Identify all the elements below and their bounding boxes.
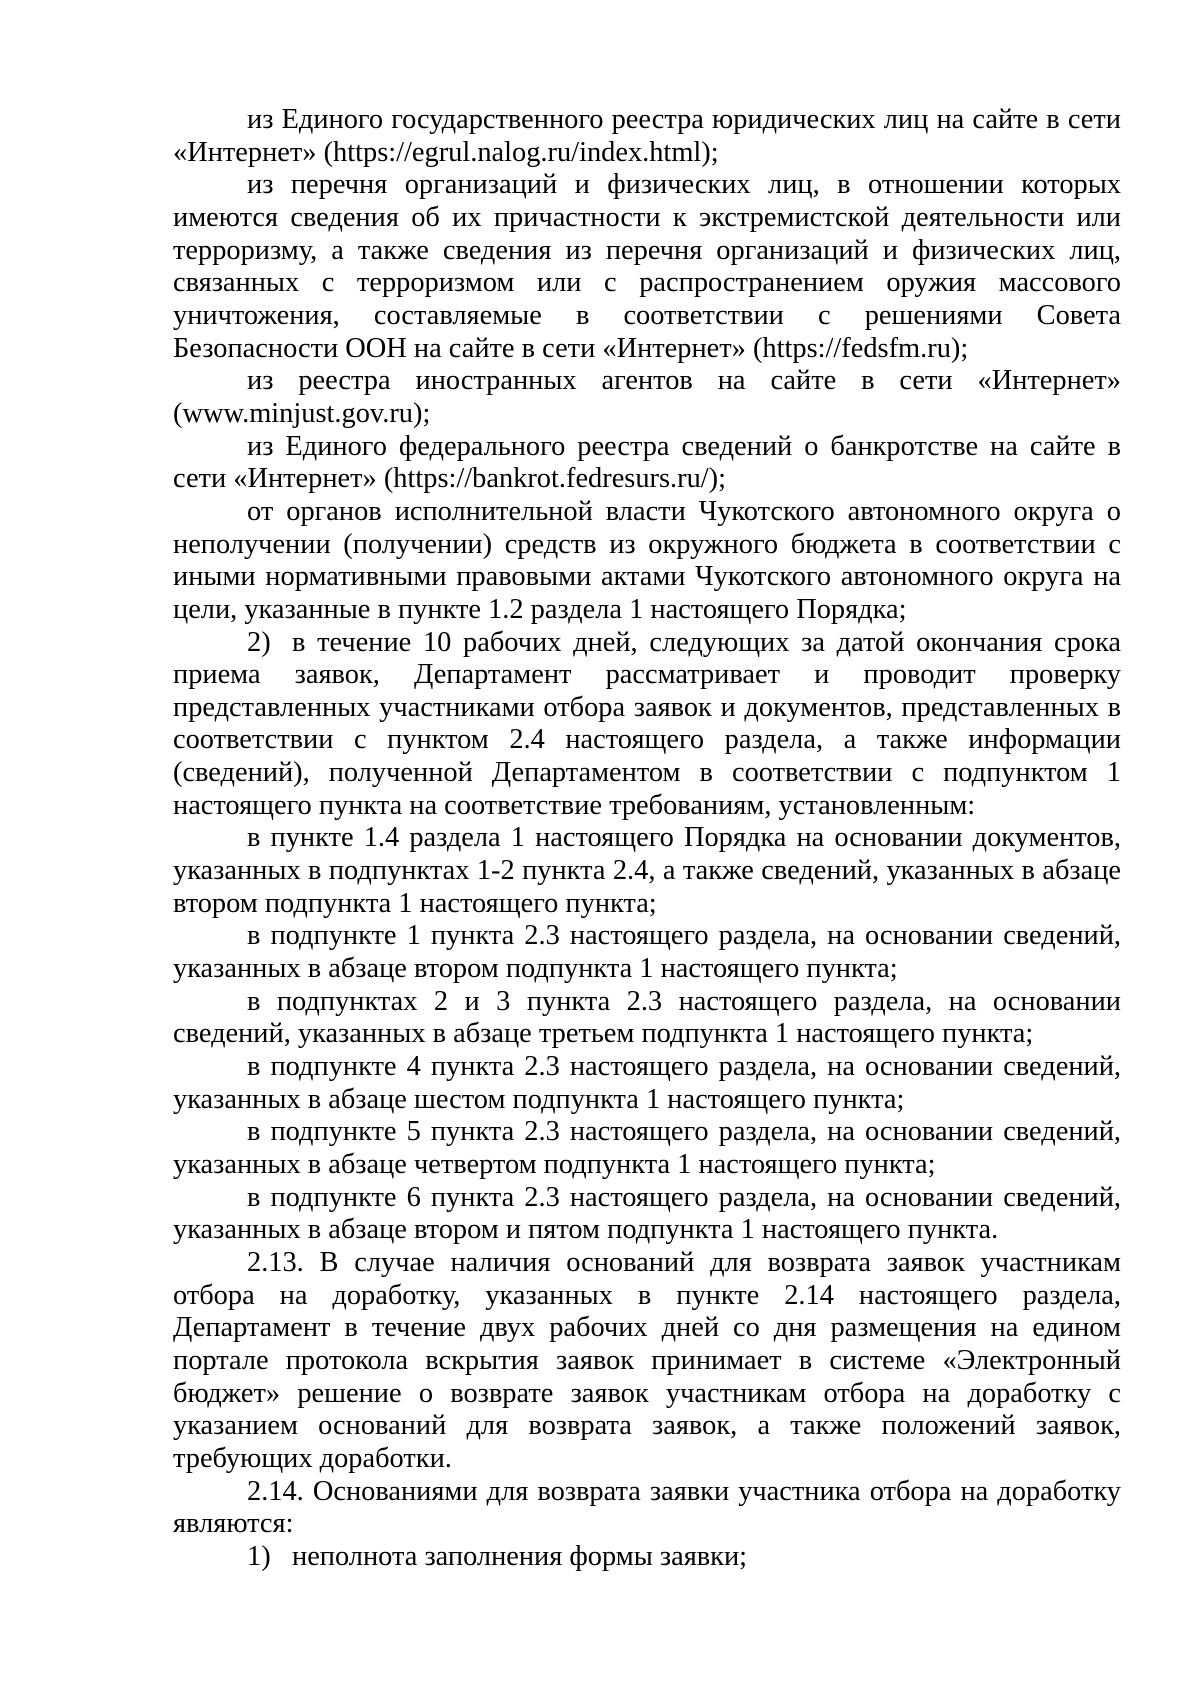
paragraph-clause-2-14: 2.14. Основаниями для возврата заявки участника отбора на доработку являются: (173, 1475, 1121, 1540)
paragraph-check-1-4: в пункте 1.4 раздела 1 настоящего Порядка на основании документов, указанных в подпунктах 1-2 пункта 2.4, а также сведений, указанных в абзаце втором подпункта 1 настоящего пункта; (173, 822, 1121, 919)
document-page (173, 104, 1121, 1574)
paragraph-bankruptcy-source: из Единого федерального реестра сведений о банкротстве на сайте в сети «Интернет» (https://bankrot.fedresurs.ru/); (173, 430, 1121, 495)
paragraph-item-1 (173, 1541, 1121, 1574)
paragraph-extremism-list-source: из перечня организаций и физических лиц, в отношении которых имеются сведения об их причастности к экстремистской деятельности или терроризму, а также сведения из перечня организаций и физических лиц, связанных с терроризмом или с распространением оружия массового уничтожения, составляемые в соответствии с решениями Совета Безопасности ООН на сайте в сети «Интернет» (https://fedsfm.ru); (173, 169, 1121, 364)
paragraph-foreign-agents-source: из реестра иностранных агентов на сайте в сети «Интернет» (www.minjust.gov.ru); (173, 365, 1121, 429)
paragraph-check-sub-2-3: в подпунктах 2 и 3 пункта 2.3 настоящего раздела, на основании сведений, указанных в абзаце третьем подпункта 1 настоящего пункта; (173, 985, 1121, 1050)
paragraph-check-sub-5: в подпункте 5 пункта 2.3 настоящего раздела, на основании сведений, указанных в абзаце четвертом подпункта 1 настоящего пункта; (173, 1116, 1121, 1180)
paragraph-check-sub-4: в подпункте 4 пункта 2.3 настоящего раздела, на основании сведений, указанных в абзаце шестом подпункта 1 настоящего пункта; (173, 1051, 1121, 1115)
paragraph-egrul-source: из Единого государственного реестра юридических лиц на сайте в сети «Интернет» (https://egrul.nalog.ru/index.html); (173, 104, 1121, 168)
item-text: неполнота заполнения формы заявки; (292, 1540, 748, 1572)
paragraph-item-2 (173, 627, 1121, 823)
item-text: в течение 10 рабочих дней, следующих за датой окончания срока приема заявок, Департамент рассматривает и проводит проверку представленных участниками отбора заявок и документов, представленных в соответствии с пунктом 2.4 настоящего раздела, а также информации (сведений), полученной Департаментом в соответствии с подпунктом 1 настоящего пункта на соответствие требованиям, установленным: (173, 626, 1121, 821)
item-number: 1) (247, 1540, 271, 1572)
paragraph-check-sub-1: в подпункте 1 пункта 2.3 настоящего раздела, на основании сведений, указанных в абзаце втором подпункта 1 настоящего пункта; (173, 920, 1121, 985)
paragraph-clause-2-13: 2.13. В случае наличия оснований для возврата заявок участникам отбора на доработку, указанных в пункте 2.14 настоящего раздела, Департамент в течение двух рабочих дней со дня размещения на едином портале протокола вскрытия заявок принимает в системе «Электронный бюджет» решение о возврате заявок участникам отбора на доработку с указанием оснований для возврата заявок, а также положений заявок, требующих доработки. (173, 1246, 1121, 1474)
item-number: 2) (247, 626, 271, 658)
paragraph-check-sub-6: в подпункте 6 пункта 2.3 настоящего раздела, на основании сведений, указанных в абзаце втором и пятом подпункта 1 настоящего пункта. (173, 1181, 1121, 1246)
paragraph-executive-bodies-source: от органов исполнительной власти Чукотского автономного округа о неполучении (получении) средств из окружного бюджета в соответствии с иными нормативными правовыми актами Чукотского автономного округа на цели, указанные в пункте 1.2 раздела 1 настоящего Порядка; (173, 495, 1121, 625)
